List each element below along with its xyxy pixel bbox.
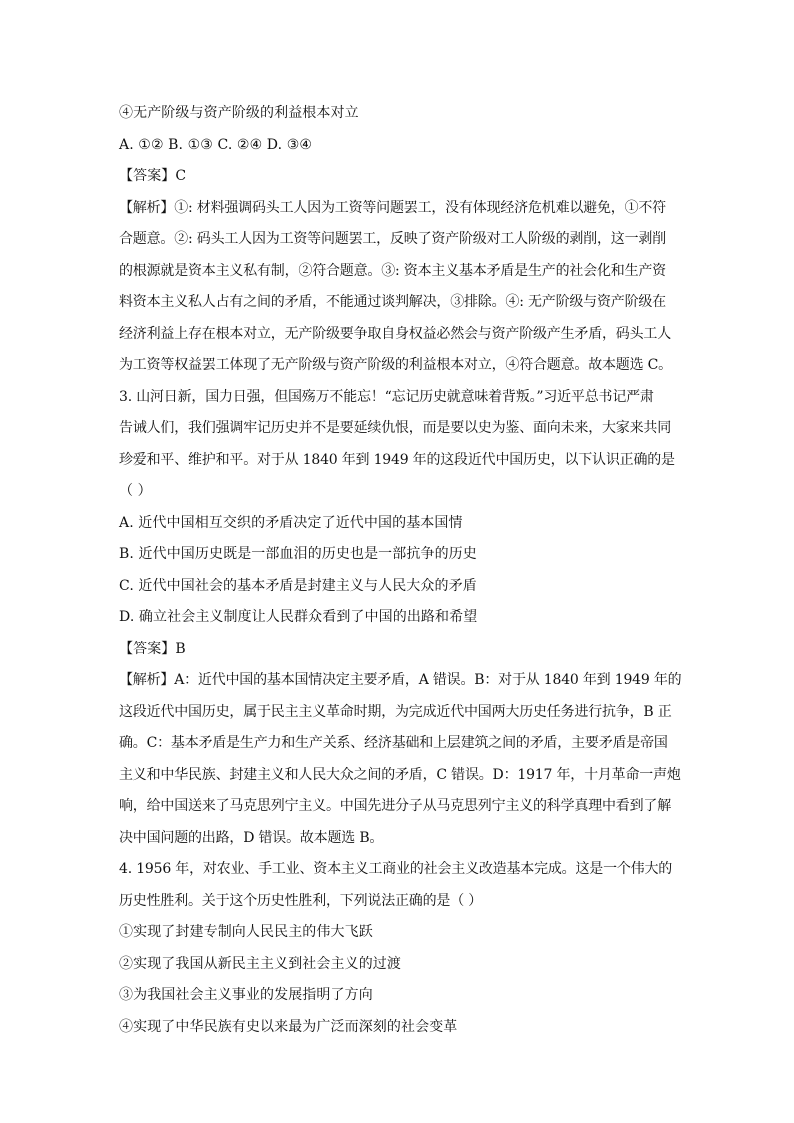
q3-stem-line: 3. 山河日新，国力日强，但国殇万不能忘！“忘记历史就意味着背叛。”习近平总书记严肃: [119, 388, 654, 405]
document-page: [119, 98, 682, 1043]
q3-analysis-line: 确。C：基本矛盾是生产力和生产关系、经济基础和上层建筑之间的矛盾，主要矛盾是帝国: [119, 735, 668, 751]
q3-analysis-line: 【解析】A：近代中国的基本国情决定主要矛盾，A 错误。B：对于从 1840 年到 1949 年的: [119, 672, 682, 688]
q3-analysis-line: 决中国问题的出路，D 错误。故本题选 B。: [119, 829, 384, 846]
q3-analysis-line: 这段近代中国历史，属于民主主义革命时期，为完成近代中国两大历史任务进行抗争，B 正: [119, 703, 672, 720]
q2-answer: 【答案】C: [119, 168, 187, 184]
q2-choices: A. ①② B. ①③ C. ②④ D. ③④: [119, 136, 312, 153]
q4-stem-line: 历史性胜利。关于这个历史性胜利，下列说法正确的是（ ）: [119, 892, 483, 909]
q2-option-4: ④无产阶级与资产阶级的利益根本对立: [119, 105, 359, 121]
q4-item-4: ④实现了中华民族有史以来最为广泛而深刻的社会变革: [119, 1018, 458, 1035]
q2-analysis-line: 【解析】①: 材料强调码头工人因为工资等问题罢工，没有体现经济危机难以避免，①不符: [119, 199, 666, 216]
q3-stem-line: 珍爱和平、维护和平。对于从 1840 年到 1949 年的这段近代中国历史，以下认识正确的是: [119, 451, 675, 468]
q3-stem-blank: （ ）: [119, 483, 152, 499]
q3-option-c: C. 近代中国社会的基本矛盾是封建主义与人民大众的矛盾: [119, 577, 477, 594]
q4-stem-line: 4. 1956 年，对农业、手工业、资本主义工商业的社会主义改造基本完成。这是一个伟大的: [119, 861, 673, 877]
q3-analysis-line: 主义和中华民族、封建主义和人民大众之间的矛盾，C 错误。D：1917 年，十月革命一声炮: [119, 766, 681, 783]
q2-analysis-line: 经济利益上存在根本对立，无产阶级要争取自身权益必然会与资产阶级产生矛盾，码头工人: [119, 325, 671, 342]
q4-item-2: ②实现了我国从新民主主义到社会主义的过渡: [119, 955, 401, 972]
q4-item-1: ①实现了封建专制向人民民主的伟大飞跃: [119, 924, 373, 940]
q3-answer: 【答案】B: [119, 640, 186, 657]
q2-analysis-line: 合题意。②: 码头工人因为工资等问题罢工，反映了资产阶级对工人阶级的剥削，这一剥削: [119, 231, 666, 247]
q2-analysis-line: 为工资等权益罢工体现了无产阶级与资产阶级的利益根本对立，④符合题意。故本题选 C。: [119, 357, 672, 373]
q4-item-3: ③为我国社会主义事业的发展指明了方向: [119, 987, 373, 1003]
q3-option-d: D. 确立社会主义制度让人民群众看到了中国的出路和希望: [119, 609, 478, 625]
q3-option-b: B. 近代中国历史既是一部血泪的历史也是一部抗争的历史: [119, 546, 477, 562]
q3-stem-line: 告诫人们，我们强调牢记历史并不是要延续仇恨，而是要以史为鉴、面向未来，大家来共同: [119, 420, 671, 436]
q3-analysis-line: 响，给中国送来了马克思列宁主义。中国先进分子从马克思列宁主义的科学真理中看到了解: [119, 798, 671, 814]
q2-analysis-line: 的根源就是资本主义私有制，②符合题意。③: 资本主义基本矛盾是生产的社会化和生产资: [119, 262, 666, 279]
q2-analysis-line: 料资本主义私人占有之间的矛盾，不能通过谈判解决，③排除。④: 无产阶级与资产阶级在: [119, 294, 666, 310]
q3-option-a: A. 近代中国相互交织的矛盾决定了近代中国的基本国情: [119, 514, 463, 531]
